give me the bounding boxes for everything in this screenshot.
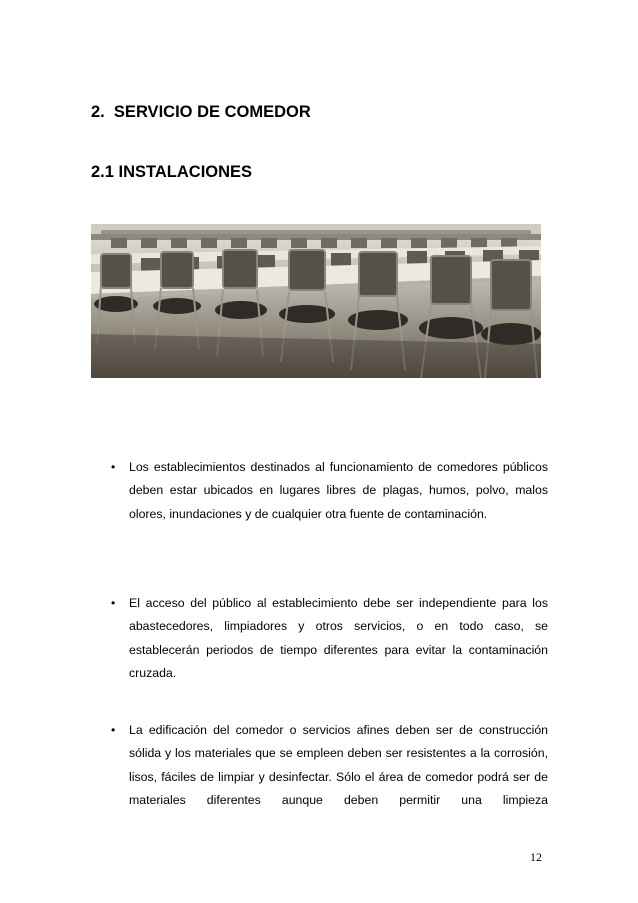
paragraph: Los establecimientos destinados al funcionamiento de comedores públicos deben estar ubicados en lugares libres de plagas, humos, polvo, malos olores, inundaciones y de cualquier otra fuente de contaminación. bbox=[129, 460, 548, 521]
bullet-item bbox=[91, 719, 548, 813]
bullet-item bbox=[91, 456, 548, 526]
paragraph: El acceso del público al establecimiento debe ser independiente para los abastecedores, limpiadores y otros servicios, o en todo caso, se establecerán periodos de tiempo diferentes para evitar la contaminación cruzada. bbox=[129, 596, 548, 681]
bullet-point: • bbox=[111, 723, 116, 737]
dining-hall-photo bbox=[91, 224, 541, 378]
section-heading: 2. SERVICIO DE COMEDOR bbox=[91, 103, 311, 121]
bullet-point: • bbox=[111, 596, 116, 610]
bullet-item bbox=[91, 592, 548, 686]
paragraph: La edificación del comedor o servicios afines deben ser de construcción sólida y los materiales que se empleen deben ser resistentes a la corrosión, lisos, fáciles de limpiar y desinfectar. Sólo el área de comedor podrá ser de materiales diferentes aunque deben permitir una limpieza bbox=[129, 723, 548, 808]
subsection-heading: 2.1 INSTALACIONES bbox=[91, 163, 253, 181]
bullet-point: • bbox=[111, 460, 116, 474]
page-number: 12 bbox=[530, 850, 542, 864]
